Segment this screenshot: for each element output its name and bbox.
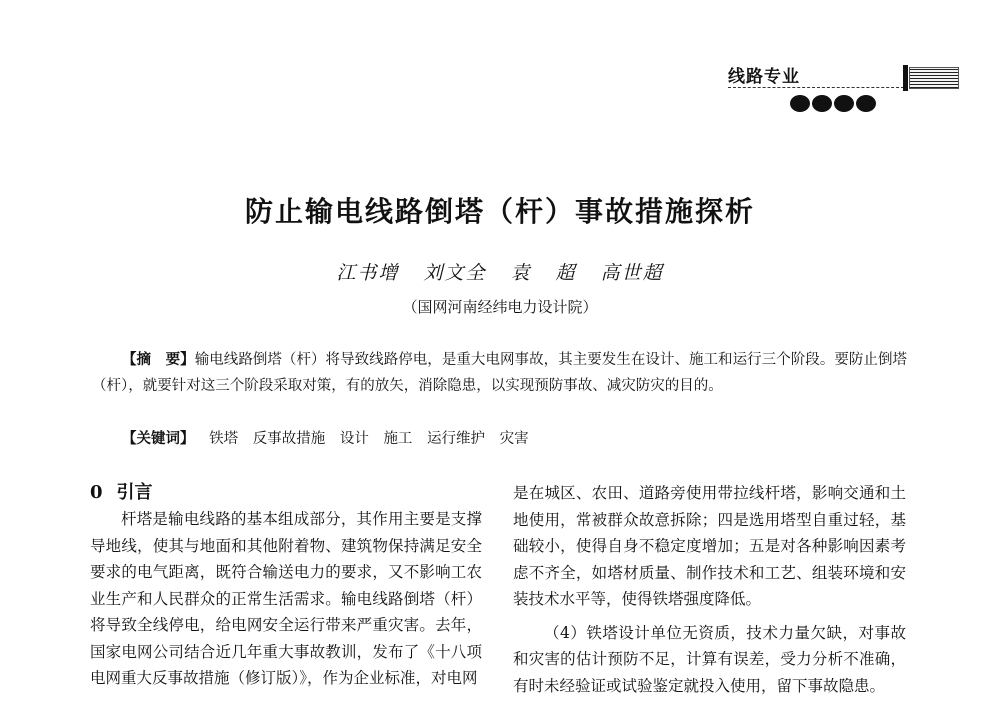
header-rule — [728, 87, 904, 88]
header-dots — [790, 95, 876, 112]
keyword: 灾害 — [499, 431, 529, 447]
keyword: 设计 — [339, 431, 369, 447]
abstract-label: 【摘 要】 — [122, 352, 195, 368]
body-paragraph: 是在城区、农田、道路旁使用带拉线杆塔，影响交通和土地使用，常被群众故意拆除；四是选用塔型自重过轻，基础较小，使得自身不稳定度增加；五是对各种影响因素考虑不齐全，如塔材质量、制作技术和工艺、组装环境和安装技术水平等，使得铁塔强度降低。 — [513, 484, 906, 608]
column-tag: 线路专业 — [728, 67, 800, 87]
keyword: 反事故措施 — [252, 431, 326, 447]
header-bar — [903, 65, 908, 91]
right-column — [513, 480, 906, 699]
keyword: 运行维护 — [427, 431, 486, 447]
header-dot — [790, 95, 810, 112]
section-title: 引言 — [116, 482, 153, 503]
header-dot — [856, 95, 876, 112]
keywords-label: 【关键词】 — [122, 431, 195, 447]
paper-title: 防止输电线路倒塔（杆）事故措施探析 — [244, 195, 755, 228]
section-number: 0 — [90, 482, 103, 503]
body-paragraph: （4）铁塔设计单位无资质，技术力量欠缺，对事故和灾害的估计预防不足，计算有误差，受力分析不准确，有时未经验证或试验鉴定就投入使用，留下事故隐患。 — [513, 623, 906, 695]
section-heading — [90, 480, 482, 506]
abstract — [92, 347, 907, 399]
header-dot — [812, 95, 832, 112]
keywords — [92, 426, 907, 452]
abstract-text: 输电线路倒塔（杆）将导致线路停电，是重大电网事故，其主要发生在设计、施工和运行三个阶段。要防止倒塔（杆），就要针对这三个阶段采取对策，有的放矢，消除隐患，以实现预防事故、减灾防灾的目的。 — [92, 352, 908, 394]
header-dot — [834, 95, 854, 112]
keyword: 施工 — [383, 431, 413, 447]
header-pattern-block — [909, 67, 959, 89]
left-column — [90, 480, 482, 692]
paper-authors: 江书增 刘文全 袁 超 高世超 — [336, 262, 664, 284]
paper-affiliation: （国网河南经纬电力设计院） — [402, 298, 598, 316]
body-paragraph: 杆塔是输电线路的基本组成部分，其作用主要是支撑导地线，使其与地面和其他附着物、建筑物保持满足安全要求的电气距离，既符合输送电力的要求，又不影响工农业生产和人民群众的正常生活需求。输电线路倒塔（杆）将导致全线停电，给电网安全运行带来严重灾害。去年，国家电网公司结合近几年重大事故教训，发布了《十八项电网重大反事故措施（修订版）》，作为企业标准，对电网 — [90, 510, 482, 687]
keyword: 铁塔 — [209, 431, 239, 447]
